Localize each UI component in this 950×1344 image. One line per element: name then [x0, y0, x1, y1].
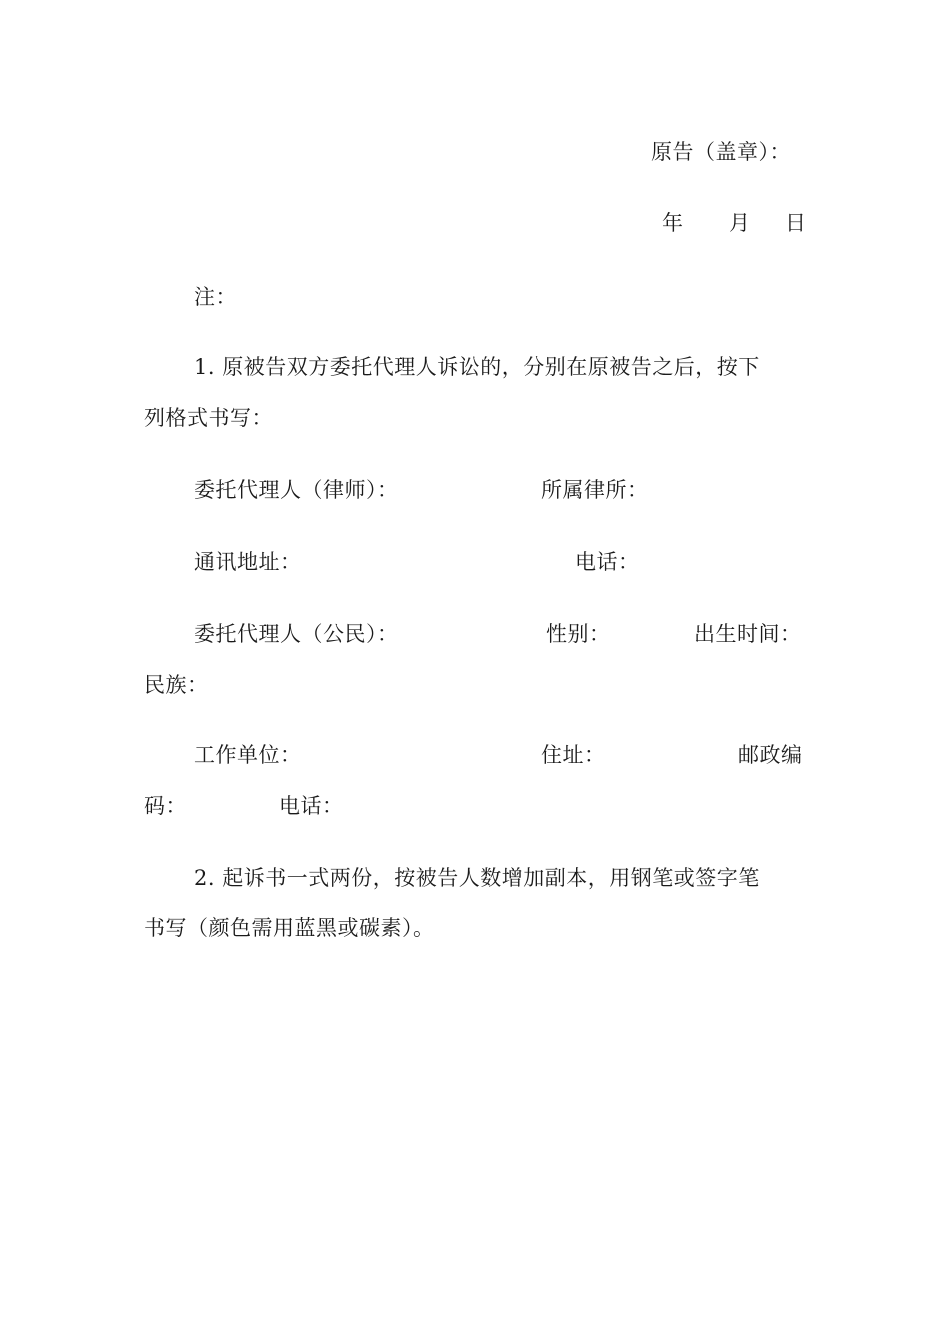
- note-1-line-2: 列格式书写：: [144, 406, 273, 430]
- date-day-label: 日: [785, 211, 807, 235]
- citizen-agent-label: 委托代理人（公民）：: [194, 622, 399, 646]
- note-2-line-2: 书写（颜色需用蓝黑或碳素）。: [144, 916, 435, 940]
- phone-label-2: 电话：: [279, 794, 344, 818]
- phone-label: 电话：: [575, 550, 640, 574]
- plaintiff-seal-label: 原告（盖章）：: [651, 140, 791, 164]
- residence-label: 住址：: [541, 743, 606, 767]
- note-2-line-1: 2. 起诉书一式两份，按被告人数增加副本，用钢笔或签字笔: [194, 866, 760, 890]
- date-month-label: 月: [729, 211, 751, 235]
- postal-code-label-part1: 邮政编: [738, 743, 803, 767]
- ethnicity-label: 民族：: [144, 673, 209, 697]
- law-firm-label: 所属律所：: [541, 478, 649, 502]
- gender-label: 性别：: [546, 622, 611, 646]
- work-unit-label: 工作单位：: [194, 743, 302, 767]
- birth-time-label: 出生时间：: [694, 622, 802, 646]
- lawyer-agent-label: 委托代理人（律师）：: [194, 478, 399, 502]
- postal-code-label-part2: 码：: [144, 794, 187, 818]
- date-year-label: 年: [662, 211, 684, 235]
- notes-heading: 注：: [194, 285, 237, 309]
- note-1-line-1: 1. 原被告双方委托代理人诉讼的，分别在原被告之后，按下: [194, 355, 760, 379]
- address-label: 通讯地址：: [194, 550, 302, 574]
